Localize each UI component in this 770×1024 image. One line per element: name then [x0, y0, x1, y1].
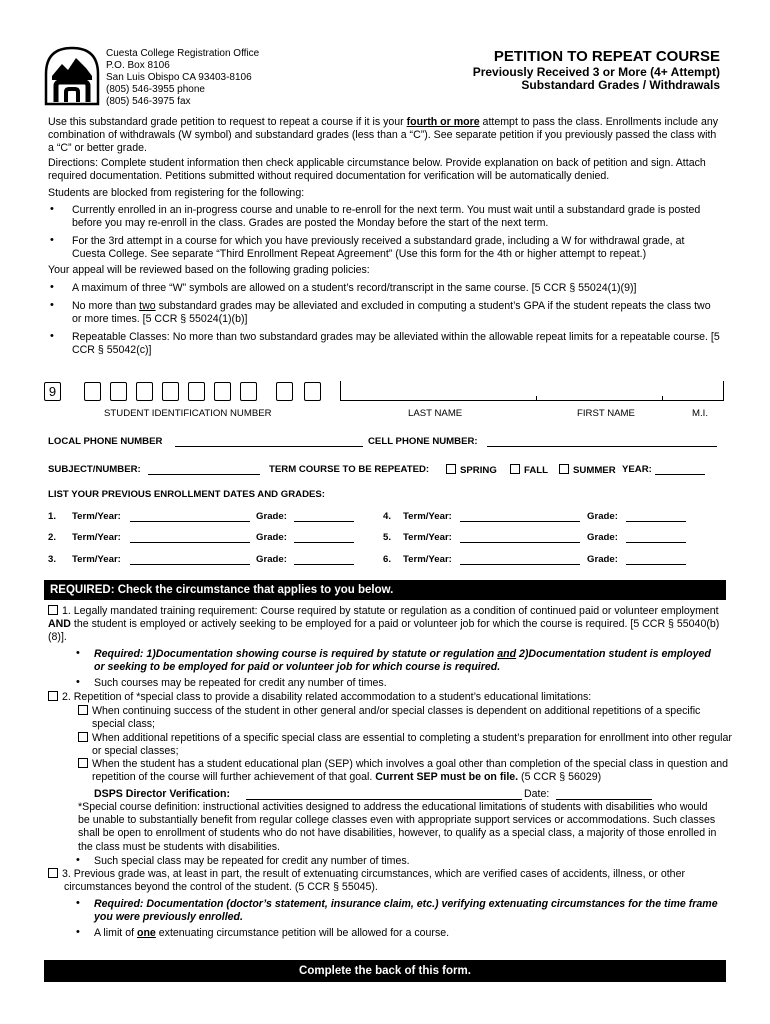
term-year-field-2[interactable] [130, 542, 250, 543]
grade-field-5[interactable] [626, 542, 686, 543]
bullet-dot: • [50, 330, 54, 342]
policy-2-emphasis: two [139, 300, 156, 312]
name-divider [662, 396, 663, 401]
grade-field-6[interactable] [626, 564, 686, 565]
year-field[interactable] [655, 474, 705, 475]
summer-label: SUMMER [573, 465, 616, 476]
grade-field-3[interactable] [294, 564, 354, 565]
student-id-digit-9[interactable] [276, 382, 293, 401]
term-year-label: Term/Year: [403, 511, 452, 522]
office-fax: (805) 546-3975 fax [106, 96, 191, 107]
circumstance-3 [48, 868, 736, 894]
policy-heading: Your appeal will be reviewed based on the following grading policies: [48, 264, 370, 276]
bullet-dot: • [76, 854, 80, 866]
term-year-label: Term/Year: [72, 532, 121, 543]
fall-option[interactable] [510, 464, 548, 476]
c2-option-c [78, 758, 734, 784]
c3-text: 3. Previous grade was, at least in part, the result of extenuating circumstances, which are verified cases of accidents, illness, or other circumstances beyond the control of the student. (5 CCR § 55045). [62, 868, 685, 894]
name-divider [536, 396, 537, 401]
intro-text: Use this substandard grade petition to request to repeat a course if it is your [48, 116, 407, 128]
enroll-num-5: 5. [383, 532, 392, 543]
bullet-dot: • [50, 234, 54, 246]
enroll-num-4: 4. [383, 511, 392, 522]
c1-req-and: and [497, 648, 517, 660]
student-id-digit-3[interactable] [110, 382, 127, 401]
first-name-label: FIRST NAME [577, 408, 635, 419]
c3-note-text-cont: extenuating circumstance petition will be allowed for a course. [155, 927, 450, 939]
grade-label: Grade: [256, 532, 287, 543]
dsps-label: DSPS Director Verification: [94, 788, 230, 800]
policy-item-1: A maximum of three “W” symbols are allowed on a student’s record/transcript in the same course. [5 CCR § 55024(1)(9)] [72, 282, 637, 294]
term-year-field-3[interactable] [130, 564, 250, 565]
office-box: P.O. Box 8106 [106, 60, 170, 71]
policy-2-text: No more than [72, 300, 140, 312]
subject-field[interactable] [148, 474, 260, 475]
summer-option[interactable] [559, 464, 616, 476]
bullet-dot: • [76, 926, 80, 938]
bullet-dot: • [76, 676, 80, 688]
special-course-definition: *Special course definition: instructional activities designed to address the educational limitations of students with disabilities who would be unable to substantially benefit from regular college classes even with appropriate support services or accommodations. Such classes shall be open to enrollment of students who do not have disabilities, however, to qualify as a special class, a majority of those enrolled in the class must be students with disabilities. [78, 801, 717, 853]
name-field[interactable] [340, 381, 724, 401]
c3-note-one: one [136, 927, 156, 939]
circumstance-3-checkbox[interactable] [48, 868, 58, 878]
student-id-digit-7[interactable] [214, 382, 231, 401]
required-header: REQUIRED: Check the circumstance that applies to you below. [44, 580, 726, 600]
title-main: PETITION TO REPEAT COURSE [493, 48, 720, 65]
student-id-digit-10[interactable] [304, 382, 321, 401]
term-year-label: Term/Year: [72, 511, 121, 522]
student-id-digit-1[interactable]: 9 [44, 382, 61, 401]
intro-emphasis: fourth or more [406, 116, 480, 128]
c2-option-b-checkbox[interactable] [78, 732, 88, 742]
footer-banner: Complete the back of this form. [44, 960, 726, 982]
blocked-heading: Students are blocked from registering for the following: [48, 187, 305, 199]
c2-note: Such special class may be repeated for credit any number of times. [94, 855, 410, 867]
c1-req-text: Required: 1)Documentation showing course is required by statute or regulation [94, 648, 498, 660]
year-label: YEAR: [622, 464, 652, 475]
circumstance-1-checkbox[interactable] [48, 605, 58, 615]
grade-label: Grade: [256, 511, 287, 522]
title-sub2: Substandard Grades / Withdrawals [521, 78, 720, 92]
enroll-heading: LIST YOUR PREVIOUS ENROLLMENT DATES AND GRADES: [48, 489, 325, 500]
local-phone-field[interactable] [175, 446, 363, 447]
c2-c-ref: (5 CCR § 56029) [518, 771, 602, 784]
bullet-dot: • [50, 281, 54, 293]
mi-label: M.I. [692, 408, 708, 419]
circumstance-2-checkbox[interactable] [48, 691, 58, 701]
spring-label: SPRING [460, 465, 497, 476]
fall-label: FALL [524, 465, 548, 476]
office-name: Cuesta College Registration Office [106, 48, 260, 59]
c1-req-text-cont: 2)Documentation student is employed or seeking to be employed for paid or volunteer job for which course is required. [94, 648, 711, 674]
c1-required [94, 648, 720, 674]
policy-item-3: Repeatable Classes: No more than two substandard grades may be alleviated within the allowable repeat limits for a repeatable course. [5 CCR § 55042(c)] [72, 331, 720, 357]
c2-option-a-checkbox[interactable] [78, 705, 88, 715]
local-phone-label: LOCAL PHONE NUMBER [48, 436, 163, 447]
grade-label: Grade: [587, 532, 618, 543]
c2-c-sep: Current SEP must be on file. [375, 771, 519, 784]
c2-option-a [78, 705, 734, 731]
c3-note-text: A limit of [94, 927, 137, 939]
office-phone: (805) 546-3955 phone [106, 84, 205, 95]
term-year-field-5[interactable] [460, 542, 580, 543]
intro-paragraph [48, 116, 720, 156]
spring-checkbox[interactable] [446, 464, 456, 474]
student-id-digit-6[interactable] [188, 382, 205, 401]
student-id-digit-4[interactable] [136, 382, 153, 401]
circumstance-2 [48, 691, 720, 704]
c2-option-b [78, 732, 734, 758]
term-year-field-6[interactable] [460, 564, 580, 565]
bullet-dot: • [76, 897, 80, 909]
grade-label: Grade: [256, 554, 287, 565]
c1-text-cont: the student is employed or actively seeking to be employed for a paid or volunteer job for which the course is required. [5 CCR § 55040(b)(8)]. [48, 618, 720, 644]
grade-label: Grade: [587, 554, 618, 565]
bullet-dot: • [50, 203, 54, 215]
enroll-num-2: 2. [48, 532, 57, 543]
term-year-field-1[interactable] [130, 521, 250, 522]
c2-a-text: When continuing success of the student in other general and/or special classes is dependent on additional repetitions of a specific special class; [92, 705, 701, 731]
student-id-digit-8[interactable] [240, 382, 257, 401]
bullet-dot: • [50, 299, 54, 311]
date-label: Date: [524, 788, 550, 800]
circumstance-1 [48, 605, 720, 645]
grade-field-1[interactable] [294, 521, 354, 522]
grade-field-2[interactable] [294, 542, 354, 543]
c2-option-c-checkbox[interactable] [78, 758, 88, 768]
cell-phone-field[interactable] [487, 446, 717, 447]
c1-and: AND [48, 618, 71, 631]
student-id-digit-5[interactable] [162, 382, 179, 401]
form-title [473, 48, 720, 92]
directions-paragraph: Directions: Complete student information then check applicable circumstance below. Provide explanation on back of petition and sign. Attach required documentation. Petitions submitted without required documentation for verification will be automatically denied. [48, 157, 706, 183]
term-year-field-4[interactable] [460, 521, 580, 522]
bullet-dot: • [76, 647, 80, 659]
term-label: TERM COURSE TO BE REPEATED: [269, 464, 430, 475]
intro-text-cont: attempt to pass the class. Enrollments include any combination of withdrawals (W symbol) and substandard grades (less than a “C”). See separate petition if you previously passed the class with a “C” or better grade. [48, 116, 719, 155]
office-address [106, 48, 259, 108]
policy-item-2 [72, 300, 720, 326]
cell-phone-label: CELL PHONE NUMBER: [368, 436, 478, 447]
title-sub1: Previously Received 3 or More (4+ Attempt) [472, 65, 720, 79]
subject-label: SUBJECT/NUMBER: [48, 464, 141, 475]
student-id-label: STUDENT IDENTIFICATION NUMBER [104, 408, 272, 419]
summer-checkbox[interactable] [559, 464, 569, 474]
term-year-label: Term/Year: [403, 532, 452, 543]
student-id-digit-2[interactable] [84, 382, 101, 401]
blocked-item-2: For the 3rd attempt in a course for which you have previously received a substandard grade, including a W for withdrawal grade, at Cuesta College. See separate “Third Enrollment Repeat Agreement” (Use this form for the 4th or higher attempt to repeat.) [72, 235, 685, 261]
c2-b-text: When additional repetitions of a specific special class are essential to completing a student’s preparation for enrollment into other regular or special classes; [92, 732, 732, 758]
dsps-date-field[interactable] [556, 799, 652, 800]
term-year-label: Term/Year: [403, 554, 452, 565]
enroll-num-3: 3. [48, 554, 57, 565]
c1-text: 1. Legally mandated training requirement: Course required by statute or regulation as a condition of continued paid or volunteer employment [62, 605, 719, 617]
grade-label: Grade: [587, 511, 618, 522]
dsps-signature-field[interactable] [246, 799, 522, 800]
last-name-label: LAST NAME [408, 408, 463, 419]
c3-note [94, 927, 449, 940]
office-city: San Luis Obispo CA 93403-8106 [106, 72, 252, 83]
fall-checkbox[interactable] [510, 464, 520, 474]
enroll-num-1: 1. [48, 511, 57, 522]
enroll-num-6: 6. [383, 554, 392, 565]
cuesta-college-logo [44, 46, 100, 106]
c1-note: Such courses may be repeated for credit any number of times. [94, 677, 387, 689]
spring-option[interactable] [446, 464, 497, 476]
policy-2-text-cont: substandard grades may be alleviated and excluded in computing a student’s GPA if the student repeats the class two or more times. [5 CCR § 55024(1)(b)] [72, 300, 711, 326]
c3-required: Required: Documentation (doctor’s statement, insurance claim, etc.) verifying extenuating circumstances for the time frame you were previously enrolled. [94, 898, 718, 924]
c2-text: 2. Repetition of *special class to provide a disability related accommodation to a student’s educational limitations: [62, 691, 592, 703]
term-year-label: Term/Year: [72, 554, 121, 565]
blocked-item-1: Currently enrolled in an in-progress course and unable to re-enroll for the next term. You must wait until a substandard grade is posted before you may re-enroll in the class. Grades are posted the Monday before the start of the next term. [72, 204, 701, 230]
c2-c-text: When the student has a student educational plan (SEP) which involves a goal other than completion of the special class in question and repetition of the course will further achievement of that goal. [92, 758, 729, 784]
grade-field-4[interactable] [626, 521, 686, 522]
